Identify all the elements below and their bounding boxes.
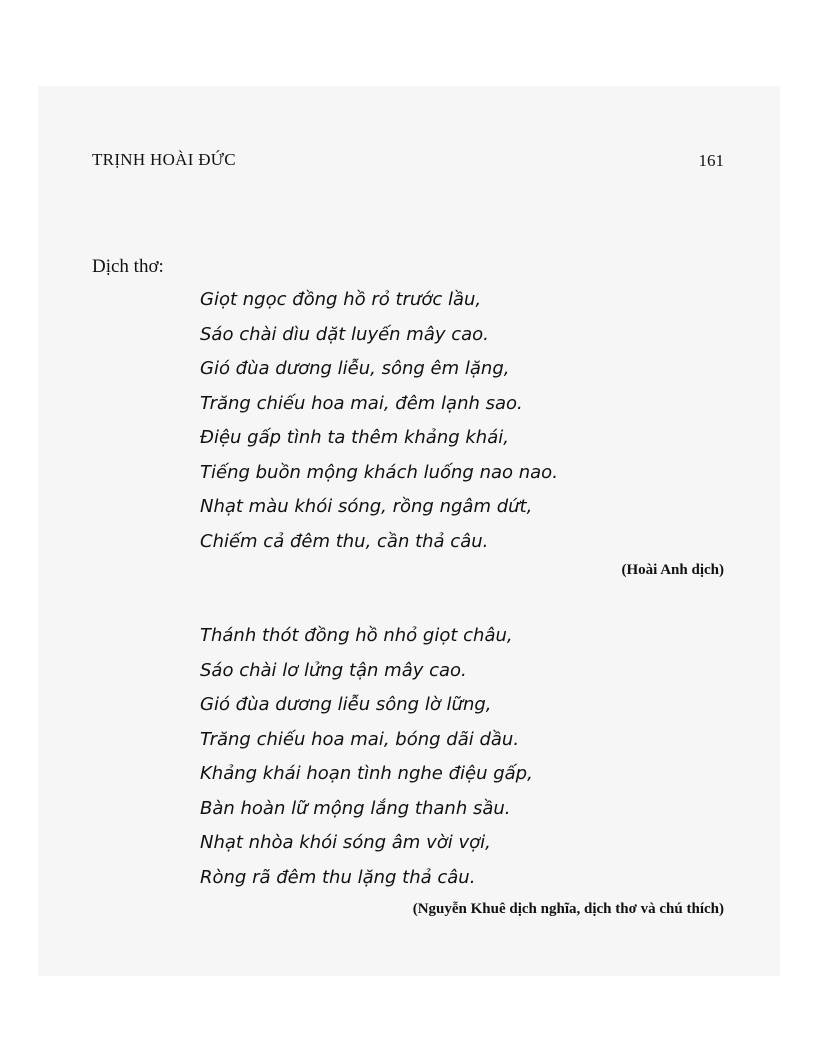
poem-translation-1 — [200, 283, 558, 559]
translator-credit: (Hoài Anh dịch) — [621, 562, 724, 578]
poem-line: Nhạt màu khói sóng, rồng ngâm dứt, — [200, 496, 533, 517]
poem-line: Ròng rã đêm thu lặng thả câu. — [200, 866, 476, 888]
poem-line: Sáo chài lơ lửng tận mây cao. — [200, 659, 467, 681]
poem-line: Gió đùa dương liễu, sông êm lặng, — [200, 358, 510, 379]
page-number: 161 — [698, 151, 724, 170]
poem-line: Sáo chài dìu dặt luyến mây cao. — [200, 323, 489, 345]
poem-line: Khảng khái hoạn tình nghe điệu gấp, — [200, 763, 533, 784]
running-head: TRỊNH HOÀI ĐỨC — [92, 150, 236, 169]
poem-line: Trăng chiếu hoa mai, đêm lạnh sao. — [200, 392, 523, 414]
poem-line: Trăng chiếu hoa mai, bóng dãi dầu. — [200, 728, 520, 750]
poem-line: Điệu gấp tình ta thêm khảng khái, — [200, 427, 509, 448]
poem-line: Giọt ngọc đồng hồ rỏ trước lầu, — [200, 289, 482, 310]
section-label: Dịch thơ: — [92, 256, 164, 277]
poem-line: Chiếm cả đêm thu, cần thả câu. — [200, 530, 489, 552]
poem-line: Gió đùa dương liễu sông lờ lững, — [200, 694, 492, 715]
poem-line: Nhạt nhòa khói sóng âm vời vợi, — [200, 832, 491, 853]
poem-line: Thánh thót đồng hồ nhỏ giọt châu, — [200, 625, 513, 646]
poem-line: Bàn hoàn lữ mộng lắng thanh sầu. — [200, 797, 511, 819]
poem-translation-2 — [200, 619, 533, 895]
poem-line: Tiếng buồn mộng khách luống nao nao. — [200, 461, 558, 483]
translator-credit: (Nguyễn Khuê dịch nghĩa, dịch thơ và chú thích) — [412, 901, 724, 917]
